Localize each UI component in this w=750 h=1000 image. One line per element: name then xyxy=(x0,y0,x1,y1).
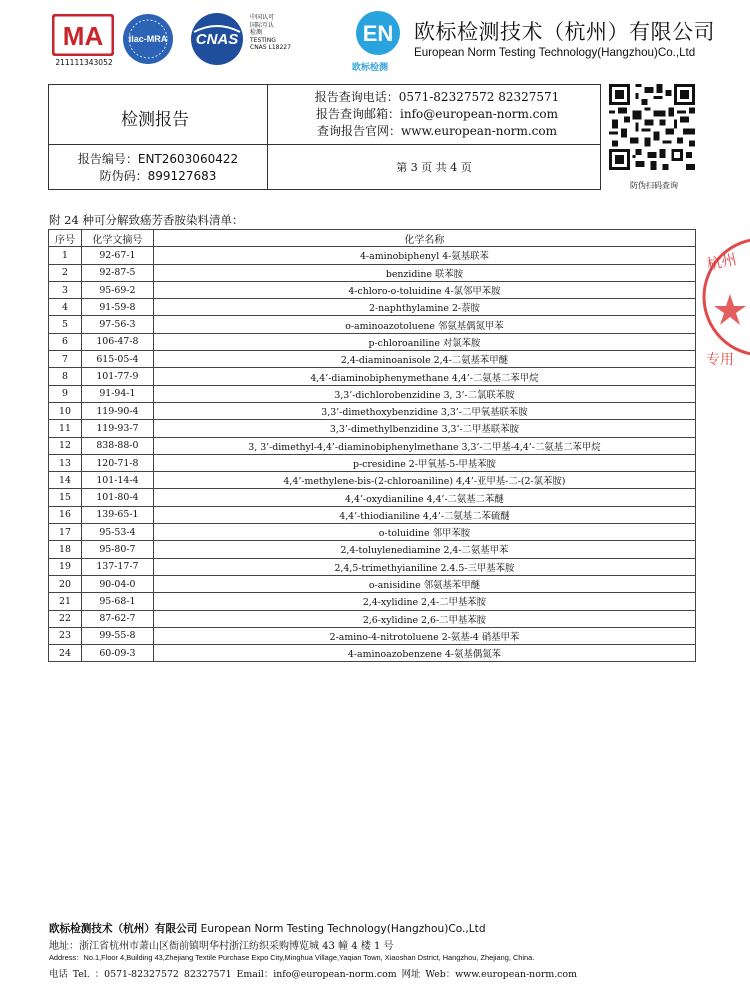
cas-number: 60-09-3 xyxy=(81,645,153,662)
row-index: 23 xyxy=(49,627,82,644)
table-row xyxy=(49,558,696,575)
row-index: 3 xyxy=(49,281,82,298)
table-row xyxy=(49,489,696,506)
row-index: 18 xyxy=(49,541,82,558)
chemical-name: 3,3’-dimethylbenzidine 3,3’-二甲基联苯胺 xyxy=(153,420,695,437)
chemical-name: 4,4’-methylene-bis-(2-chloroaniline) 4,4’-亚甲基-二-(2-氯苯胺) xyxy=(153,472,695,489)
ilac-logo-text: ilac-MRA xyxy=(128,34,168,44)
table-row xyxy=(49,454,696,471)
cas-number: 119-93-7 xyxy=(81,420,153,437)
chemical-name: 4-aminobiphenyl 4-氨基联苯 xyxy=(153,247,695,264)
cas-number: 119-90-4 xyxy=(81,402,153,419)
cas-number: 90-04-0 xyxy=(81,575,153,592)
cas-number: 101-14-4 xyxy=(81,472,153,489)
cnas-line: TESTING xyxy=(250,36,276,44)
row-index: 8 xyxy=(49,368,82,385)
row-index: 7 xyxy=(49,351,82,368)
cas-number: 87-62-7 xyxy=(81,610,153,627)
cas-number: 95-68-1 xyxy=(81,593,153,610)
cas-number: 92-67-1 xyxy=(81,247,153,264)
cnas-accreditation-text xyxy=(250,14,310,52)
stamp-text: 专用 xyxy=(706,352,734,368)
amine-list-table xyxy=(48,229,696,662)
chemical-name: 2-naphthylamine 2-萘胺 xyxy=(153,299,695,316)
cas-number: 838-88-0 xyxy=(81,437,153,454)
table-row xyxy=(49,385,696,402)
footer-company-cn: 欧标检测技术（杭州）有限公司 xyxy=(49,923,198,935)
report-title: 检测报告 xyxy=(121,110,189,130)
chemical-name: 2,4,5-trimethyianiline 2.4.5-三甲基苯胺 xyxy=(153,558,695,575)
cas-number: 137-17-7 xyxy=(81,558,153,575)
chemical-name: 3, 3’-dimethyl-4,4’-diaminobiphenylmethane 3,3’-二甲基-4,4’-二氨基二苯甲烷 xyxy=(153,437,695,454)
table-row xyxy=(49,247,696,264)
table-row xyxy=(49,264,696,281)
chemical-name: o-toluidine 邻甲苯胺 xyxy=(153,524,695,541)
qr-caption: 防伪扫码查询 xyxy=(630,181,678,190)
report-header-box xyxy=(48,84,601,190)
cas-number: 101-77-9 xyxy=(81,368,153,385)
row-index: 5 xyxy=(49,316,82,333)
cnas-line: CNAS L18227 xyxy=(250,44,291,52)
footer-company-en: European Norm Testing Technology(Hangzhou)Co.,Ltd xyxy=(197,923,486,935)
row-index: 19 xyxy=(49,558,82,575)
table-row xyxy=(49,575,696,592)
chemical-name: 4,4’-diaminobiphenymethane 4,4’-二氨基二苯甲烷 xyxy=(153,368,695,385)
list-caption: 附 24 种可分解致癌芳香胺染料清单： xyxy=(49,213,244,227)
cas-number: 139-65-1 xyxy=(81,506,153,523)
row-index: 21 xyxy=(49,593,82,610)
chemical-name: 2-amino-4-nitrotoluene 2-氨基-4 硝基甲苯 xyxy=(153,627,695,644)
table-row xyxy=(49,351,696,368)
chemical-name: p-chloroaniline 对氯苯胺 xyxy=(153,333,695,350)
row-index: 12 xyxy=(49,437,82,454)
anti-fake-code: 防伪码：899127683 xyxy=(99,169,217,183)
chemical-name: o-anisidine 邻氨基苯甲醚 xyxy=(153,575,695,592)
query-email: 报告查询邮箱：info@european-norm.com xyxy=(316,107,558,121)
row-index: 20 xyxy=(49,575,82,592)
header-index: 序号 xyxy=(49,230,82,247)
chemical-name: 4,4’-thiodianiline 4,4’-二氨基二苯硫醚 xyxy=(153,506,695,523)
table-row xyxy=(49,333,696,350)
cnas-logo-text: CNAS xyxy=(195,31,239,48)
table-row xyxy=(49,593,696,610)
en-logo-text: EN xyxy=(362,21,394,46)
row-index: 15 xyxy=(49,489,82,506)
table-row xyxy=(49,368,696,385)
table-row xyxy=(49,645,696,662)
row-index: 10 xyxy=(49,402,82,419)
chemical-name: 2,4-toluylenediamine 2,4-二氨基甲苯 xyxy=(153,541,695,558)
chemical-name: benzidine 联苯胺 xyxy=(153,264,695,281)
footer-contact: 电话 Tel. ：0571-82327572 82327571 Email：info@european-norm.com 网址 Web：www.european-norm.com xyxy=(49,969,577,980)
cma-logo-text: MA xyxy=(62,21,104,51)
header-chemical-name: 化学名称 xyxy=(153,230,695,247)
report-id-block xyxy=(55,151,261,185)
query-phone: 报告查询电话：0571-82327572 82327571 xyxy=(314,90,560,104)
chemical-name: o-aminoazotoluene 邻氨基偶氮甲苯 xyxy=(153,316,695,333)
row-index: 9 xyxy=(49,385,82,402)
row-index: 17 xyxy=(49,524,82,541)
cas-number: 92-87-5 xyxy=(81,264,153,281)
chemical-name: 4-chloro-o-toluidine 4-氯邻甲苯胺 xyxy=(153,281,695,298)
row-index: 14 xyxy=(49,472,82,489)
row-index: 6 xyxy=(49,333,82,350)
en-logo xyxy=(355,10,401,56)
table-header-row xyxy=(49,230,696,247)
table-row xyxy=(49,610,696,627)
cnas-line: 检测 xyxy=(250,29,263,37)
table-row xyxy=(49,420,696,437)
table-row xyxy=(49,281,696,298)
contact-info xyxy=(277,89,597,140)
company-seal-stamp xyxy=(700,232,750,392)
chemical-name: 4-aminoazobenzene 4-氨基偶氮苯 xyxy=(153,645,695,662)
cas-number: 120-71-8 xyxy=(81,454,153,471)
cas-number: 106-47-8 xyxy=(81,333,153,350)
cas-number: 97-56-3 xyxy=(81,316,153,333)
footer-address-cn: 地址：浙江省杭州市萧山区衙前镇明华村浙江纺织采购博览城 43 幢 4 楼 1 号 xyxy=(49,941,394,952)
chemical-name: 2,4-xylidine 2,4-二甲基苯胺 xyxy=(153,593,695,610)
row-index: 11 xyxy=(49,420,82,437)
chemical-name: 3,3’-dimethoxybenzidine 3,3’-二甲氧基联苯胺 xyxy=(153,402,695,419)
cas-number: 615-05-4 xyxy=(81,351,153,368)
table-row xyxy=(49,506,696,523)
footer-address-en: Address：No.1,Floor 4,Building 43,Zhejiang Textile Purchase Expo City,Minghua Village,Yaqian Town, Xiaoshan Dstrict, Hangzhou, Zhejiang, China. xyxy=(49,953,535,962)
row-index: 1 xyxy=(49,247,82,264)
table-row xyxy=(49,472,696,489)
cas-number: 95-80-7 xyxy=(81,541,153,558)
footer-company xyxy=(49,921,486,936)
cas-number: 101-80-4 xyxy=(81,489,153,506)
cas-number: 95-53-4 xyxy=(81,524,153,541)
row-index: 13 xyxy=(49,454,82,471)
report-number: 报告编号：ENT2603060422 xyxy=(77,152,239,166)
row-index: 24 xyxy=(49,645,82,662)
cma-number: 211111343052 xyxy=(55,58,113,67)
chemical-name: 2,4-diaminoanisole 2,4-二氨基苯甲醚 xyxy=(153,351,695,368)
cnas-line: 中国认可 xyxy=(250,14,275,21)
stamp-text: 杭州 xyxy=(705,250,739,274)
row-index: 16 xyxy=(49,506,82,523)
cma-logo xyxy=(52,14,114,56)
cas-number: 95-69-2 xyxy=(81,281,153,298)
table-row xyxy=(49,524,696,541)
company-name-cn: 欧标检测技术（杭州）有限公司 xyxy=(414,20,715,44)
chemical-name: 4,4’-oxydianiline 4,4’-二氨基二苯醚 xyxy=(153,489,695,506)
cnas-logo xyxy=(186,12,248,66)
page-info: 第 3 页 共 4 页 xyxy=(396,161,472,174)
table-row xyxy=(49,402,696,419)
table-row xyxy=(49,541,696,558)
cas-number: 91-94-1 xyxy=(81,385,153,402)
cas-number: 91-59-8 xyxy=(81,299,153,316)
cas-number: 99-55-8 xyxy=(81,627,153,644)
query-website: 查询报告官网：www.european-norm.com xyxy=(317,124,557,138)
en-logo-subtitle: 欧标检测 xyxy=(352,63,389,73)
chemical-name: 3,3’-dichlorobenzidine 3, 3’-二氯联苯胺 xyxy=(153,385,695,402)
company-name-en: European Norm Testing Technology(Hangzhou)Co.,Ltd xyxy=(414,46,696,59)
header-cas-number: 化学文摘号 xyxy=(81,230,153,247)
ilac-mra-logo xyxy=(121,12,175,66)
chemical-name: 2,6-xylidine 2,6-二甲基苯胺 xyxy=(153,610,695,627)
table-row xyxy=(49,627,696,644)
row-index: 2 xyxy=(49,264,82,281)
table-row xyxy=(49,316,696,333)
table-row xyxy=(49,299,696,316)
table-row xyxy=(49,437,696,454)
chemical-name: p-cresidine 2-甲氧基-5-甲基苯胺 xyxy=(153,454,695,471)
row-index: 22 xyxy=(49,610,82,627)
row-index: 4 xyxy=(49,299,82,316)
cnas-line: 国际互认 xyxy=(250,21,275,29)
qr-code xyxy=(609,84,695,170)
